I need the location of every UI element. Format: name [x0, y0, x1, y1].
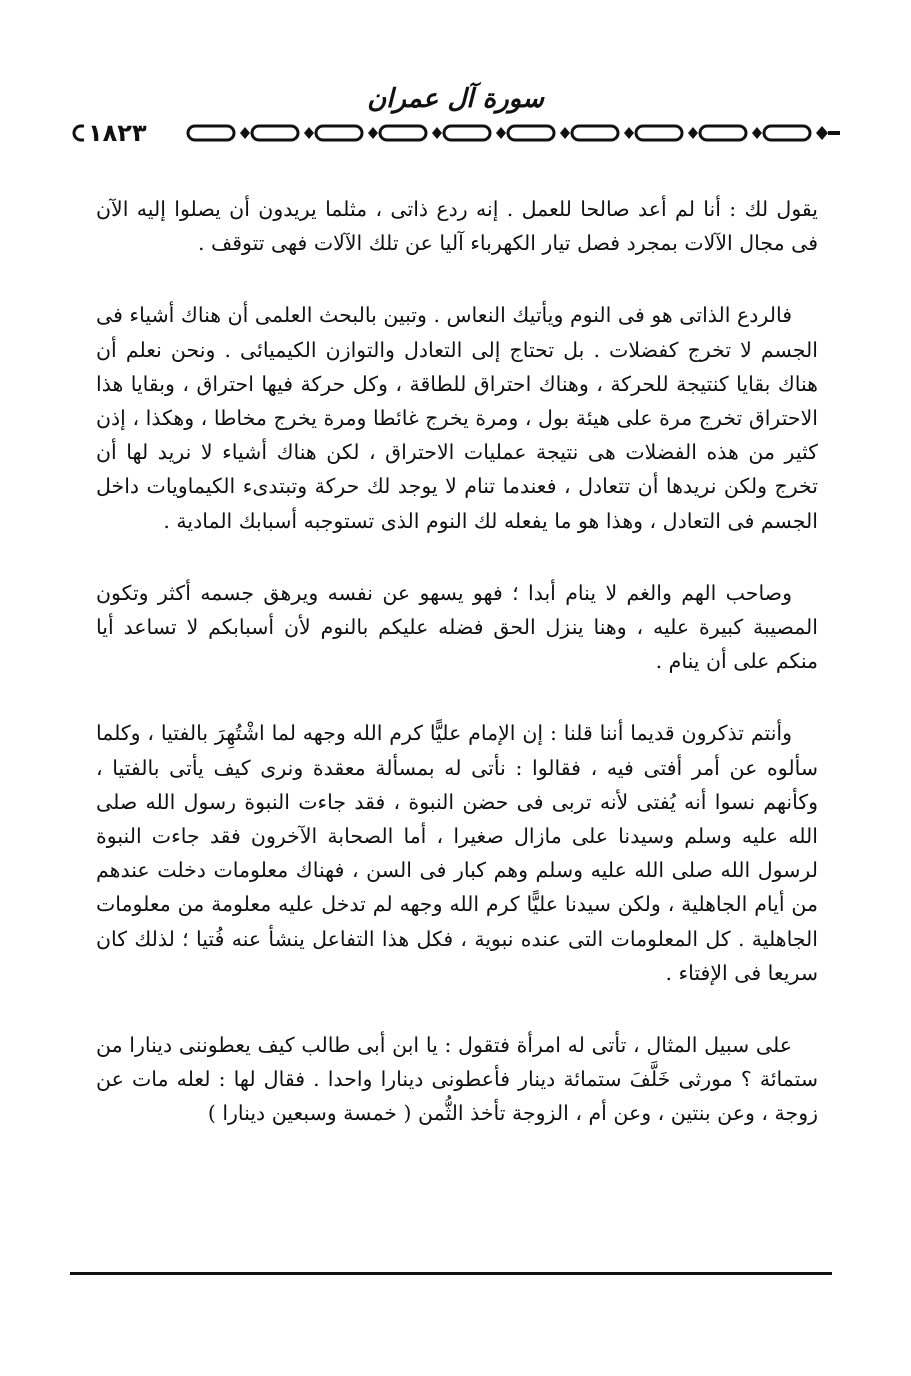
page-number: ١٨٢٣ [84, 119, 151, 147]
paragraph: يقول لك : أنا لم أعد صالحا للعمل . إنه ردع ذاتى ، مثلما يريدون أن يصلوا إليه الآن فى مجال الآلات بمجرد فصل تيار الكهرباء آليا عن تلك الآلات فهى تتوقف . [96, 197, 818, 256]
paragraph: وأنتم تذكرون قديما أننا قلنا : إن الإمام عليًّا كرم الله وجهه لما اشْتُهِرَ بالفتيا ، وكلما سألوه عن أمر أفتى فيه ، فقالوا : نأتى له بمسألة معقدة ونرى كيف يأتى بالفتيا ، وكأنهم نسوا أنه يُفتى لأنه تربى فى حضن النبوة ، فقد جاءت النبوة رسول الله صلى الله عليه وسلم وسيدنا على مازال صغيرا ، أما الصحابة الآخرون فقد جاءت النبوة لرسول الله صلى الله عليه وسلم وهم كبار فى السن ، فهناك معلومات دخلت عندهم من أيام الجاهلية ، ولكن سيدنا عليًّا كرم الله وجهه لم تدخل عليه معلومة من معلومات الجاهلية . كل المعلومات التى عنده نبوية ، فكل هذا التفاعل ينشأ عنه فُتيا ؛ لذلك كان سريعا فى الإفتاء . [96, 721, 818, 985]
surah-title: سورة آل عمران [367, 84, 544, 114]
paragraph: وصاحب الهم والغم لا ينام أبدا ؛ فهو يسهو عن نفسه ويرهق جسمه أكثر وتكون المصيبة كبيرة عليه ، وهنا ينزل الحق فضله عليكم بالنوم لأن أسبابكم لا تساعد أيا منكم على أن ينام . [96, 580, 818, 674]
body-text [96, 192, 818, 1169]
chain-ornament-divider [70, 120, 842, 146]
paragraph: على سبيل المثال ، تأتى له امرأة فتقول : يا ابن أبى طالب كيف يعطوننى دينارا من ستمائة ؟ مورثى خَلَّفَ ستمائة دينار فأعطونى دينارا واحدا . فقال لها : لعله مات عن زوجة ، وعن بنتين ، وعن أم ، الزوجة تأخذ الثُّمن ( خمسة وسبعين دينارا ) [96, 1033, 818, 1126]
paragraph: فالردع الذاتى هو فى النوم ويأتيك النعاس . وتبين بالبحث العلمى أن هناك أشياء فى الجسم لا تخرج كفضلات . بل تحتاج إلى التعادل والتوازن الكيميائى . ونحن نعلم أن هناك بقايا كنتيجة للحركة ، وهناك احتراق للطاقة ، وكل حركة فيها احتراق ، وبقايا هذا الاحتراق تخرج مرة على هيئة بول ، ومرة يخرج غائطا ومرة يخرج مخاطا ، وهكذا ، إذن كثير من هذه الفضلات هى نتيجة عمليات الاحتراق ، لكن هناك أشياء لا نريد لها أن تخرج ولكن نريدها أن تتعادل ، فعندما تنام لا يوجد لك حركة وتبتدىء الكيماويات داخل الجسم فى التعادل ، وهذا هو ما يفعله لك النوم الذى تستوجبه أسبابك المادية . [96, 303, 818, 533]
footer-rule [70, 1272, 832, 1275]
